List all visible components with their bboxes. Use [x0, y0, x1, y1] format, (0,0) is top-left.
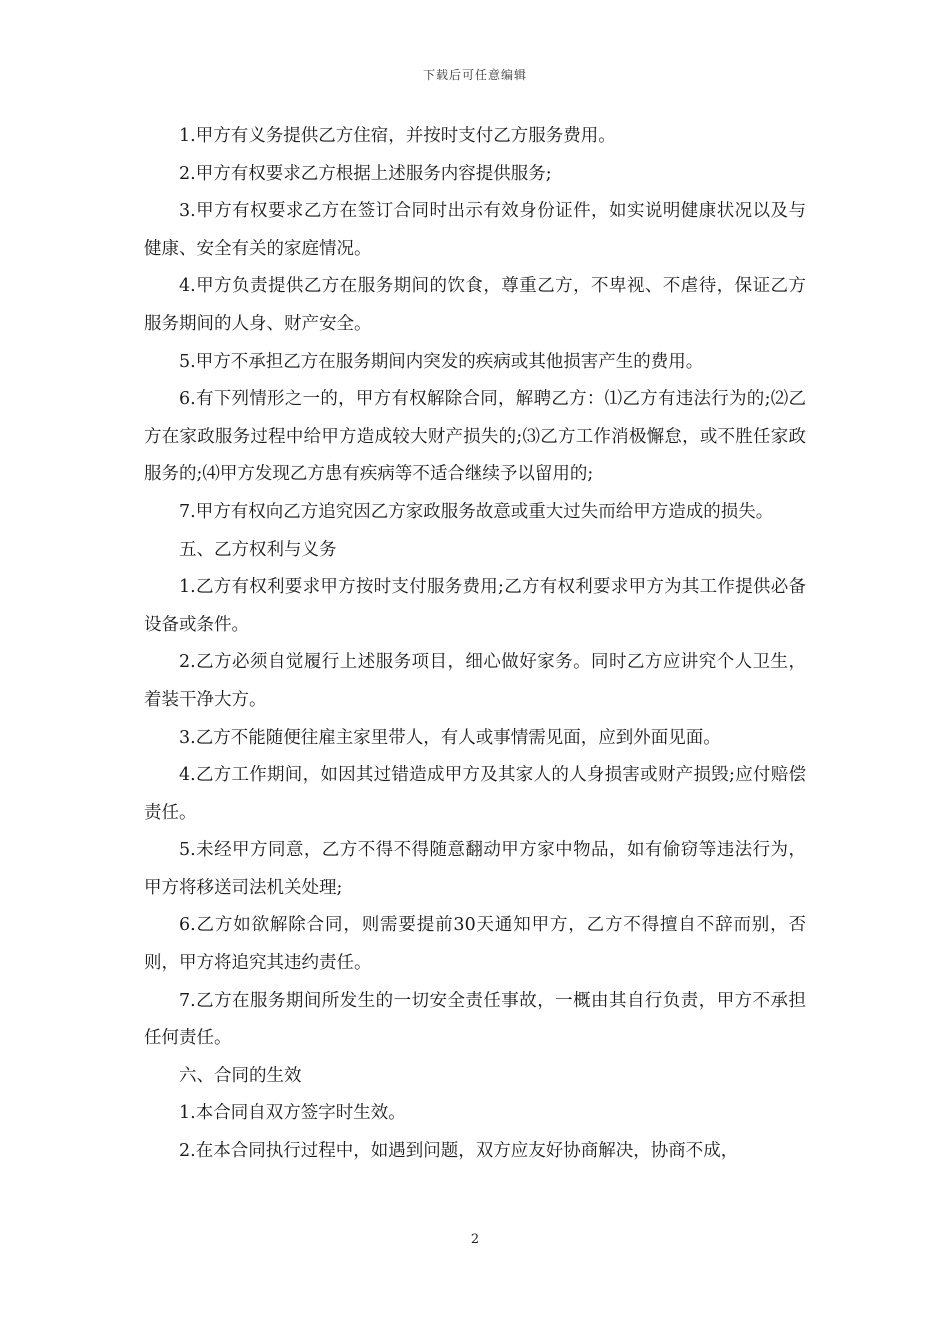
- page-number: 2: [470, 1232, 480, 1247]
- paragraph: 1.乙方有权利要求甲方按时支付服务费用;乙方有权利要求甲方为其工作提供必备设备或条件。: [144, 577, 806, 635]
- paragraph: 4.乙方工作期间，如因其过错造成甲方及其家人的人身损害或财产损毁;应付赔偿责任。: [144, 765, 806, 823]
- paragraph: 2.甲方有权要求乙方根据上述服务内容提供服务;: [179, 163, 552, 184]
- paragraph: 5.甲方不承担乙方在服务期间内突发的疾病或其他损害产生的费用。: [179, 351, 704, 372]
- paragraph: 2.在本合同执行过程中，如遇到问题，双方应友好协商解决，协商不成，: [179, 1141, 739, 1162]
- section-heading: 五、乙方权利与义务: [179, 539, 337, 560]
- paragraph: 1.本合同自双方签字时生效。: [179, 1103, 406, 1124]
- paragraph: 7.甲方有权向乙方追究因乙方家政服务故意或重大过失而给甲方造成的损失。: [179, 501, 774, 522]
- paragraph: 2.乙方必须自觉履行上述服务项目，细心做好家务。同时乙方应讲究个人卫生，着装干净大方。: [144, 652, 806, 710]
- paragraph: 4.甲方负责提供乙方在服务期间的饮食，尊重乙方，不卑视、不虐待，保证乙方服务期间的人身、财产安全。: [144, 276, 806, 334]
- paragraph: 3.乙方不能随便往雇主家里带人，有人或事情需见面，应到外面见面。: [179, 727, 721, 748]
- section-heading: 六、合同的生效: [179, 1065, 302, 1086]
- paragraph: 5.未经甲方同意，乙方不得不得随意翻动甲方家中物品，如有偷窃等违法行为，甲方将移送司法机关处理;: [144, 840, 806, 898]
- paragraph: 6.乙方如欲解除合同，则需要提前30天通知甲方，乙方不得擅自不辞而别，否则，甲方将追究其违约责任。: [144, 915, 806, 974]
- paragraph: 3.甲方有权要求乙方在签订合同时出示有效身份证件，如实说明健康状况以及与健康、安全有关的家庭情况。: [144, 201, 806, 259]
- paragraph: 7.乙方在服务期间所发生的一切安全责任事故，一概由其自行负责，甲方不承担任何责任。: [144, 990, 806, 1049]
- document-body: [144, 118, 806, 1171]
- paragraph: 1.甲方有义务提供乙方住宿，并按时支付乙方服务费用。: [179, 126, 616, 146]
- paragraph: 6.有下列情形之一的，甲方有权解除合同，解聘乙方：⑴乙方有违法行为的;⑵乙方在家政服务过程中给甲方造成较大财产损失的;⑶乙方工作消极懈怠，或不胜任家政服务的;⑷甲方发现乙方患有疾病等不适合继续予以留用的;: [144, 389, 806, 485]
- page-header: 下载后可任意编辑: [422, 68, 527, 82]
